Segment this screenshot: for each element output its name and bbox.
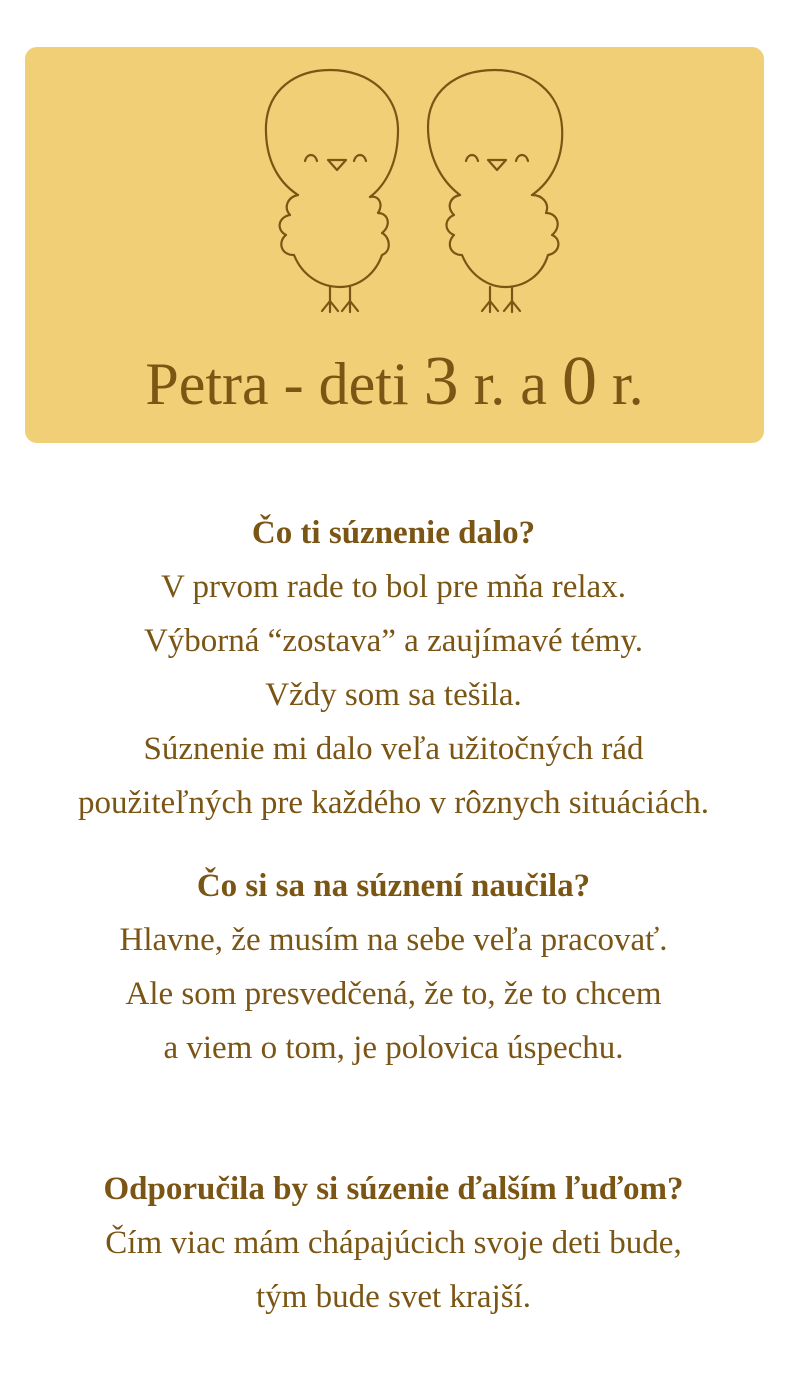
right-chick-icon: [428, 70, 562, 312]
answer-line: Ale som presvedčená, že to, že to chcem: [125, 976, 662, 1012]
qa-section-recommend: [0, 1162, 787, 1324]
question-heading: Odporučila by si súzenie ďalším ľuďom?: [103, 1171, 684, 1207]
answer-line: Výborná “zostava” a zaujímavé témy.: [143, 623, 644, 659]
page-title: Petra - deti 3 r. a 0 r.: [145, 343, 644, 420]
answer-line: Hlavne, že musím na sebe veľa pracovať.: [119, 922, 668, 958]
question-heading: Čo ti súznenie dalo?: [251, 515, 536, 551]
answer-line: tým bude svet krajší.: [256, 1279, 531, 1315]
answer-line: Čím viac mám chápajúcich svoje deti bude,: [105, 1225, 682, 1261]
question-heading: Čo si sa na súznení naučila?: [196, 868, 591, 904]
header-card: [25, 47, 764, 443]
answer-line: Vždy som sa tešila.: [265, 677, 522, 713]
qa-section-benefits: [0, 506, 787, 830]
two-chicks-icon: [250, 65, 590, 315]
answer-line: V prvom rade to bol pre mňa relax.: [161, 569, 626, 605]
answer-line: Súznenie mi dalo veľa užitočných rád: [143, 731, 644, 767]
qa-section-learned: [0, 859, 787, 1075]
left-chick-icon: [266, 70, 398, 312]
answer-line: a viem o tom, je polovica úspechu.: [163, 1030, 624, 1066]
answer-line: použiteľných pre každého v rôznych situáciách.: [78, 785, 709, 821]
